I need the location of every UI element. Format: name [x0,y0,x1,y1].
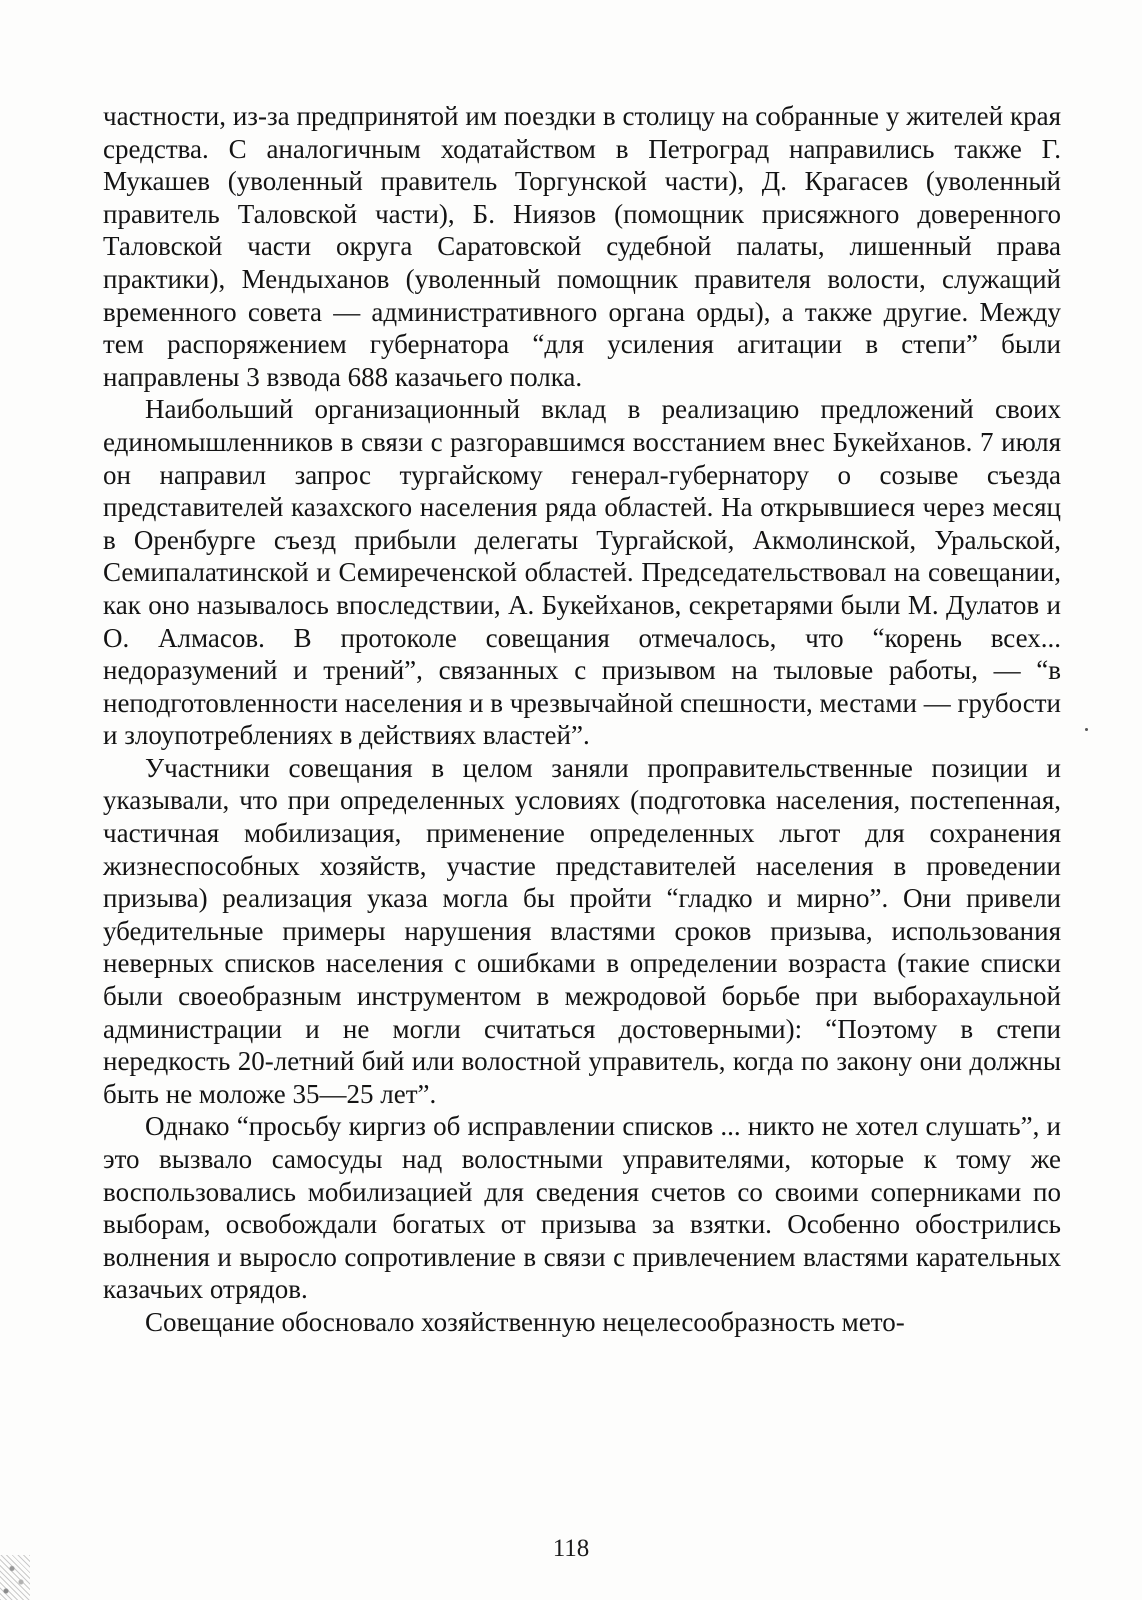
paragraph-5: Совещание обосновало хозяйственную нецелесообразность мето- [145,1306,905,1337]
scan-dot [1085,728,1088,731]
paragraph-4: Однако “просьбу киргиз об исправлении списков ... никто не хотел слушать”, и это вызвало самосуды над волостными управителями, которые к тому же воспользовались мобилизацией для сведения счетов со своими соперниками по выборам, освобождали богатых от призыва за взятки. Особенно обострились волнения и выросло сопротивление в связи с привлечением властями карательных казачьих отрядов. [103,1111,1061,1305]
body-text [103,100,1061,1339]
page-number: 118 [552,1535,590,1562]
paragraph-1: частности, из-за предпринятой им поездки в столицу на собранные у жителей края средства. С аналогичным ходатайством в Петроград направились также Г. Мукашев (уволенный правитель Торгунской части), Д. Крагасев (уволенный правитель Таловской части), Б. Ниязов (помощник присяжного доверенного Таловской части округа Саратовской судебной палаты, лишенный права практики), Мендыханов (уволенный помощник правителя волости, служащий временного совета — административного органа орды), а также другие. Между тем распоряжением губернатора “для усиления агитации в степи” были направлены 3 взвода 688 казачьего полка. [103,101,1061,392]
paragraph-2: Наибольший организационный вклад в реализацию предложений своих единомышленников в связи с разгоравшимся восстанием внес Букейханов. 7 июля он направил запрос тургайскому генерал-губернатору о созыве съезда представителей казахского населения ряда областей. На открывшиеся через месяц в Оренбурге съезд прибыли делегаты Тургайской, Акмолинской, Уральской, Семипалатинской и Семиреченской областей. Председательствовал на совещании, как оно называлось впоследствии, А. Букейханов, секретарями были М. Дулатов и О. Алмасов. В протоколе совещания отмечалось, что “корень всех... недоразумений и трений”, связанных с призывом на тыловые работы, — “в неподготовленности населения и в чрезвычайной спешности, местами — грубости и злоупотреблениях в действиях властей”. [103,394,1061,751]
scan-artifact [0,1555,30,1600]
paragraph-3: Участники совещания в целом заняли проправительственные позиции и указывали, что при определенных условиях (подготовка населения, постепенная, частичная мобилизация, применение определенных льгот для сохранения жизнеспособных хозяйств, участие представителей населения в проведении призыва) реализация указа могла бы пройти “гладко и мирно”. Они привели убедительные примеры нарушения властями сроков призыва, использования неверных списков населения с ошибками в определении возраста (такие списки были своеобразным инструментом в межродовой борьбе при выборахаульной администрации и не могли считаться достоверными): “Поэтому в степи нередкость 20-летний бий или волостной управитель, когда по закону они должны быть не моложе 35—25 лет”. [103,752,1061,1109]
